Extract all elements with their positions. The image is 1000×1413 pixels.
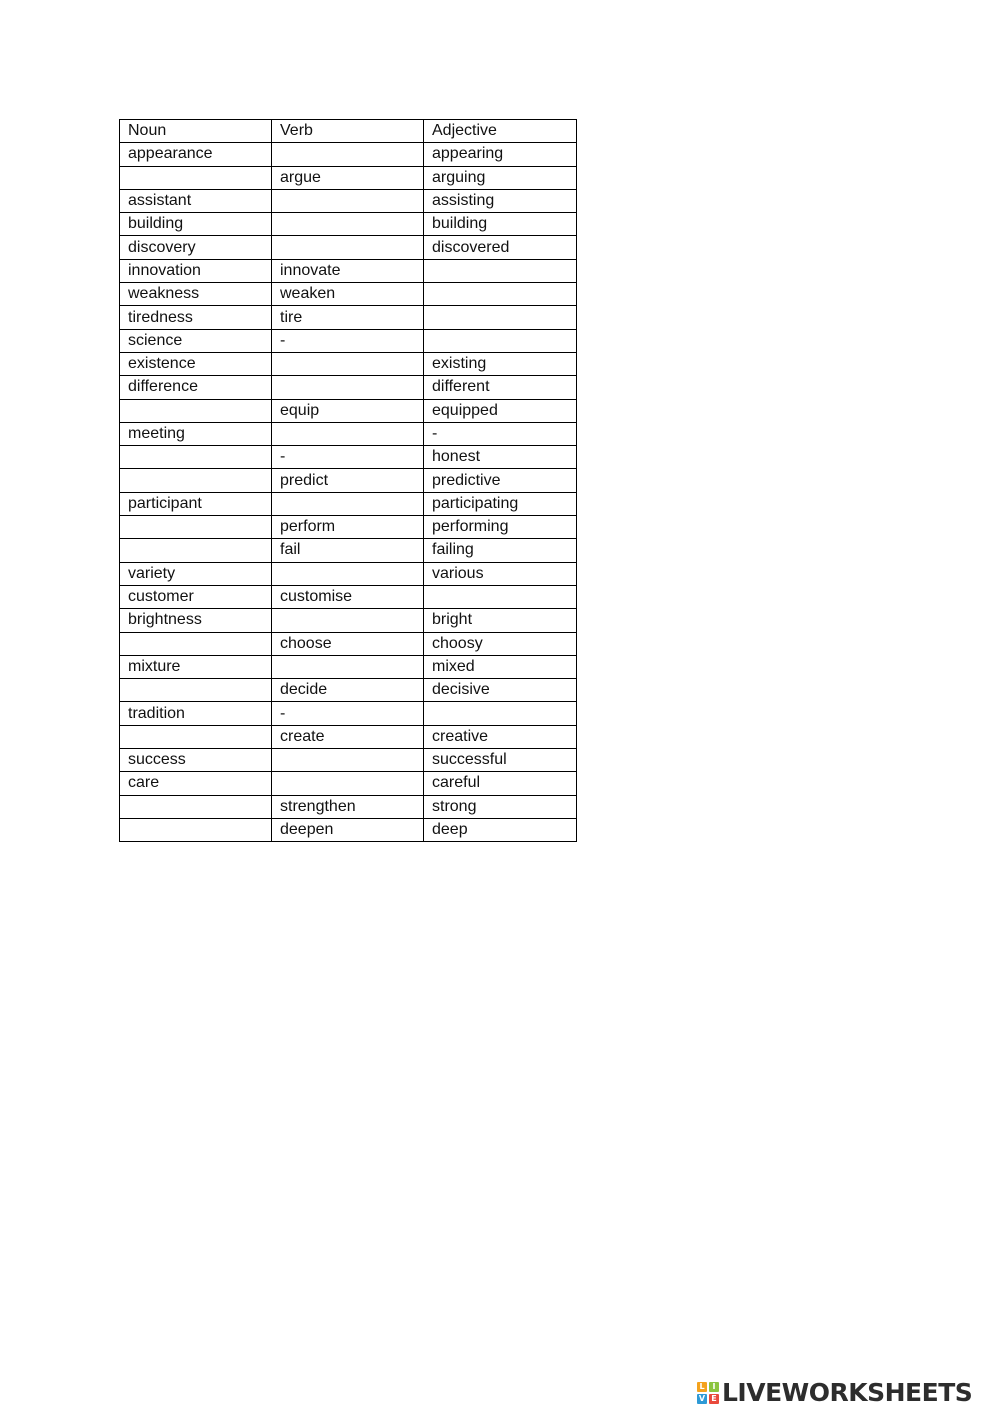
verb-cell (272, 236, 424, 259)
table-row (120, 609, 577, 632)
verb-cell: deepen (272, 818, 424, 841)
noun-cell: building (120, 213, 272, 236)
table-row (120, 818, 577, 841)
noun-cell (120, 399, 272, 422)
table-row (120, 352, 577, 375)
adjective-cell: arguing (424, 166, 577, 189)
adjective-cell: decisive (424, 679, 577, 702)
table-row (120, 283, 577, 306)
adjective-cell: various (424, 562, 577, 585)
table-row (120, 446, 577, 469)
noun-cell: brightness (120, 609, 272, 632)
table-row (120, 632, 577, 655)
header-adjective: Adjective (424, 120, 577, 143)
table-row (120, 516, 577, 539)
noun-cell: weakness (120, 283, 272, 306)
adjective-cell: strong (424, 795, 577, 818)
verb-cell: tire (272, 306, 424, 329)
noun-cell: existence (120, 352, 272, 375)
noun-cell: success (120, 749, 272, 772)
table-row (120, 236, 577, 259)
table-row (120, 772, 577, 795)
verb-cell (272, 213, 424, 236)
table-row (120, 329, 577, 352)
header-verb: Verb (272, 120, 424, 143)
noun-cell (120, 166, 272, 189)
verb-cell: fail (272, 539, 424, 562)
adjective-cell: careful (424, 772, 577, 795)
header-noun: Noun (120, 120, 272, 143)
verb-cell: customise (272, 585, 424, 608)
adjective-cell: discovered (424, 236, 577, 259)
verb-cell: create (272, 725, 424, 748)
noun-cell: meeting (120, 422, 272, 445)
adjective-cell (424, 329, 577, 352)
table-row (120, 749, 577, 772)
table-row (120, 399, 577, 422)
verb-cell (272, 492, 424, 515)
verb-cell (272, 143, 424, 166)
noun-cell: discovery (120, 236, 272, 259)
verb-cell: argue (272, 166, 424, 189)
verb-cell (272, 609, 424, 632)
adjective-cell: honest (424, 446, 577, 469)
noun-cell (120, 516, 272, 539)
noun-cell: tiredness (120, 306, 272, 329)
noun-cell: assistant (120, 189, 272, 212)
adjective-cell: deep (424, 818, 577, 841)
logo-mark-tile: E (709, 1394, 719, 1404)
adjective-cell: assisting (424, 189, 577, 212)
verb-cell (272, 655, 424, 678)
noun-cell (120, 725, 272, 748)
adjective-cell: building (424, 213, 577, 236)
adjective-cell: different (424, 376, 577, 399)
verb-cell (272, 562, 424, 585)
verb-cell: - (272, 329, 424, 352)
verb-cell: weaken (272, 283, 424, 306)
noun-cell: science (120, 329, 272, 352)
table-row (120, 259, 577, 282)
verb-cell (272, 189, 424, 212)
adjective-cell: performing (424, 516, 577, 539)
logo-mark-tile: V (698, 1394, 706, 1403)
table-row (120, 469, 577, 492)
adjective-cell: failing (424, 539, 577, 562)
noun-cell: care (120, 772, 272, 795)
logo-text: LIVEWORKSHEETS (722, 1378, 973, 1407)
table-row (120, 376, 577, 399)
verb-cell (272, 422, 424, 445)
noun-cell (120, 818, 272, 841)
noun-cell: participant (120, 492, 272, 515)
verb-cell: strengthen (272, 795, 424, 818)
table-row (120, 306, 577, 329)
verb-cell (272, 749, 424, 772)
noun-cell: difference (120, 376, 272, 399)
adjective-cell: participating (424, 492, 577, 515)
adjective-cell (424, 585, 577, 608)
noun-cell (120, 539, 272, 562)
table-row (120, 166, 577, 189)
adjective-cell (424, 283, 577, 306)
adjective-cell: predictive (424, 469, 577, 492)
noun-cell: tradition (120, 702, 272, 725)
verb-cell: equip (272, 399, 424, 422)
word-forms-table (119, 119, 577, 842)
adjective-cell: existing (424, 352, 577, 375)
logo-mark-tile: L (697, 1382, 707, 1392)
verb-cell (272, 376, 424, 399)
adjective-cell: appearing (424, 143, 577, 166)
noun-cell: variety (120, 562, 272, 585)
verb-cell (272, 352, 424, 375)
noun-cell (120, 632, 272, 655)
adjective-cell (424, 702, 577, 725)
noun-cell: customer (120, 585, 272, 608)
adjective-cell: creative (424, 725, 577, 748)
liveworksheets-logo (697, 1378, 972, 1408)
table-row (120, 725, 577, 748)
table-row (120, 679, 577, 702)
noun-cell (120, 795, 272, 818)
adjective-cell: equipped (424, 399, 577, 422)
verb-cell: - (272, 446, 424, 469)
table-row (120, 795, 577, 818)
noun-cell (120, 469, 272, 492)
table-row (120, 422, 577, 445)
table-row (120, 539, 577, 562)
verb-cell: predict (272, 469, 424, 492)
verb-cell: innovate (272, 259, 424, 282)
table-row (120, 562, 577, 585)
verb-cell: decide (272, 679, 424, 702)
logo-mark-tile: I (709, 1382, 719, 1392)
verb-cell (272, 772, 424, 795)
adjective-cell (424, 306, 577, 329)
adjective-cell: bright (424, 609, 577, 632)
word-forms-table-body (120, 120, 577, 842)
table-row (120, 655, 577, 678)
noun-cell (120, 679, 272, 702)
table-row (120, 585, 577, 608)
table-row (120, 702, 577, 725)
noun-cell: mixture (120, 655, 272, 678)
verb-cell: - (272, 702, 424, 725)
noun-cell: appearance (120, 143, 272, 166)
table-row (120, 492, 577, 515)
adjective-cell: - (424, 422, 577, 445)
noun-cell (120, 446, 272, 469)
adjective-cell: mixed (424, 655, 577, 678)
adjective-cell: successful (424, 749, 577, 772)
table-header-row (120, 120, 577, 143)
table-row (120, 143, 577, 166)
table-row (120, 213, 577, 236)
verb-cell: perform (272, 516, 424, 539)
adjective-cell (424, 259, 577, 282)
noun-cell: innovation (120, 259, 272, 282)
adjective-cell: choosy (424, 632, 577, 655)
table-row (120, 189, 577, 212)
liveworksheets-logo-mark (697, 1382, 719, 1404)
verb-cell: choose (272, 632, 424, 655)
